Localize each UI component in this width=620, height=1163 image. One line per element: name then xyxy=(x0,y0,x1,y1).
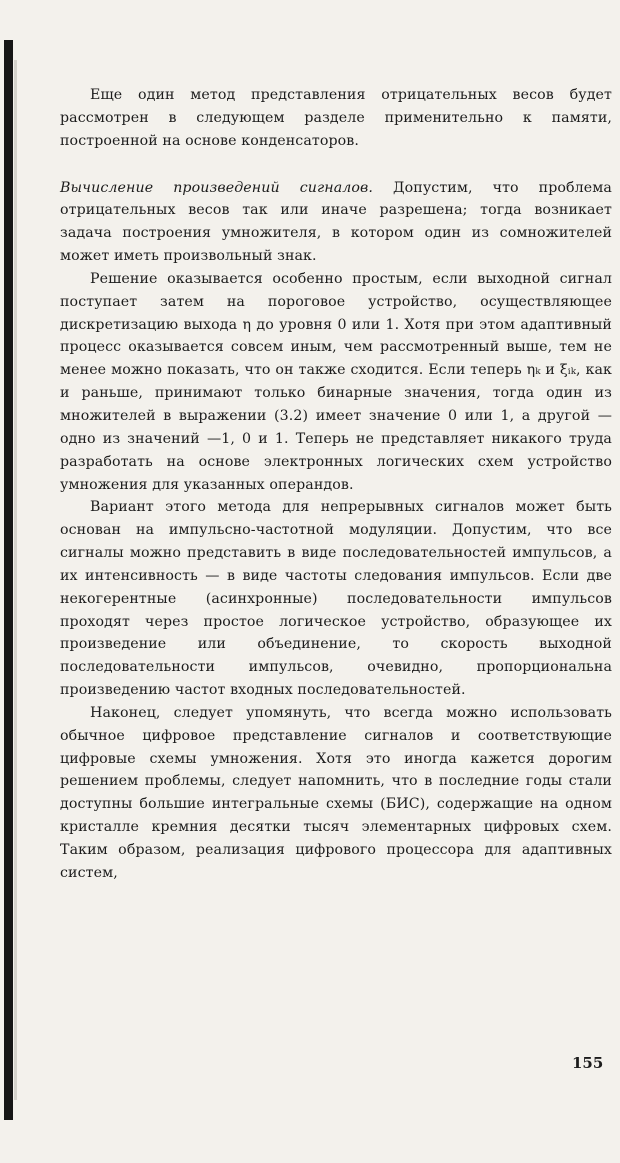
paragraph-digital-representation: Наконец, следует упомянуть, что всегда можно использовать обычное цифровое представление сигналов и соответствующие цифровые схемы умножения. Хотя это иногда кажется дорогим решением проблемы, следует напомнить, что в последние годы стали доступны большие интегральные схемы (БИС), содержащие на одном кристалле кремния десятки тысяч элементарных цифровых схем. Таким образом, реализация цифрового процессора для адаптивных систем, xyxy=(60,704,612,881)
page-number: 155 xyxy=(572,1054,604,1072)
section-heading: Вычисление произведений сигналов. xyxy=(60,179,373,196)
page-binding-shadow xyxy=(14,60,17,1100)
page-binding-edge xyxy=(4,40,13,1120)
paragraph-pulse-frequency: Вариант этого метода для непрерывных сигналов может быть основан на импульсно-частотной модуляции. Допустим, что все сигналы можно представить в виде последовательностей импульсов, а их интенсивность — в виде частоты следования импульсов. Если две некогерентные (асинхронные) последовательности импульсов проходят через простое логическое устройство, образующее их произведение или объединение, то скорость выходной последовательности импульсов, очевидно, пропорциональна произведению частот входных последовательностей. xyxy=(60,499,612,699)
paragraph-negative-weights: Еще один метод представления отрицательных весов будет рассмотрен в следующем разделе применительно к памяти, построенной на основе конденсаторов. xyxy=(60,87,612,149)
paragraph-signal-products xyxy=(60,177,612,268)
paragraph-threshold-solution: Решение оказывается особенно простым, если выходной сигнал поступает затем на пороговое устройство, осуществляющее дискретизацию выхода η до уровня 0 или 1. Хотя при этом адаптивный процесс оказывается совсем иным, чем рассмотренный выше, тем не менее можно показать, что он также сходится. Если теперь ηₖ и ξᵢₖ, как и раньше, принимают только бинарные значения, тогда один из множителей в выражении (3.2) имеет значение 0 или 1, а другой — одно из значений —1, 0 и 1. Теперь не представляет никакого труда разработать на основе электронных логических схем устройство умножения для указанных операндов. xyxy=(60,270,612,493)
page-body xyxy=(60,84,612,885)
paragraph-signal-products-text: Допустим, что проблема отрицательных весов так или иначе разрешена; тогда возникает задача построения умножителя, в котором один из сомножителей может иметь произвольный знак. xyxy=(60,179,612,265)
